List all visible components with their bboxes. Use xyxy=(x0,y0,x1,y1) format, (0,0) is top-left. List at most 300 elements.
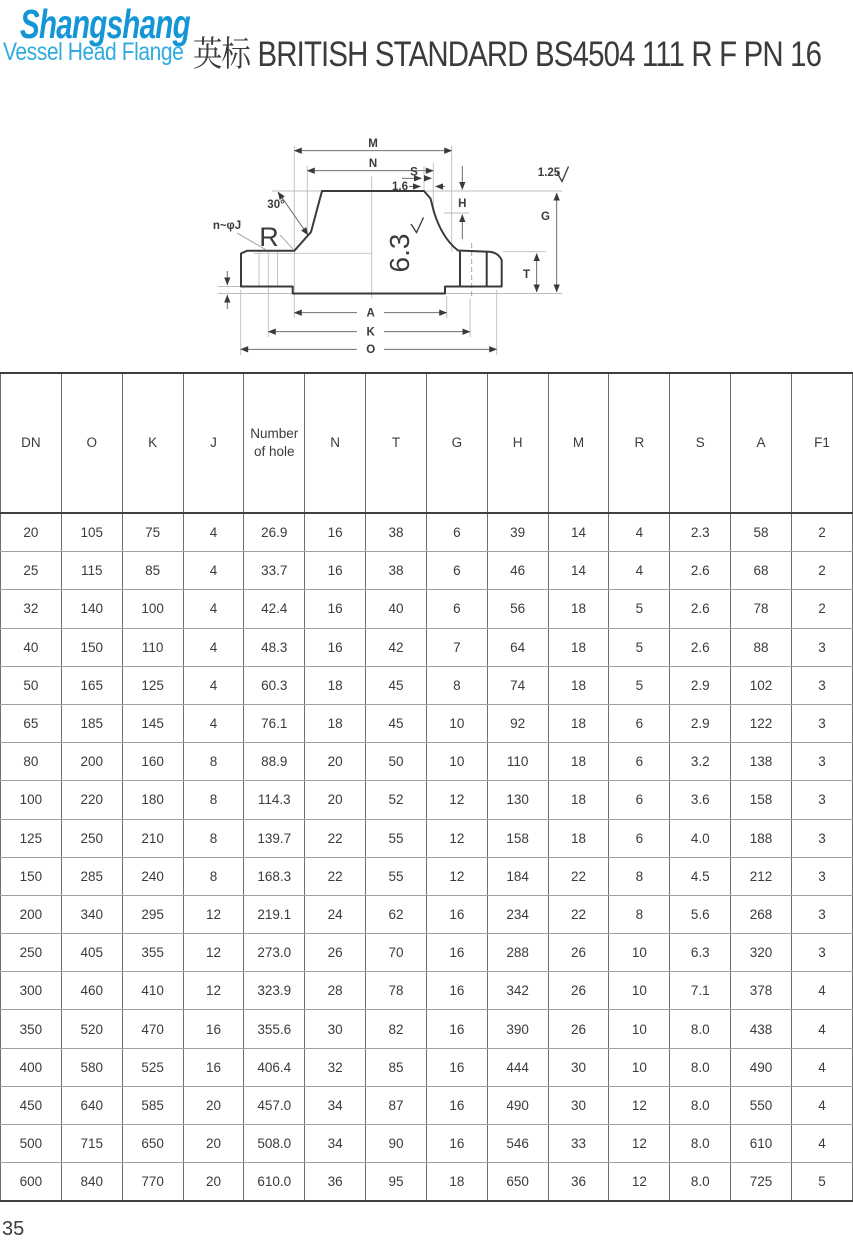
spec-table-head xyxy=(1,373,853,513)
table-cell: 12 xyxy=(426,857,487,895)
table-cell: 12 xyxy=(609,1125,670,1163)
table-cell: 6 xyxy=(609,781,670,819)
table-cell: 457.0 xyxy=(244,1086,305,1124)
table-cell: 725 xyxy=(731,1163,792,1202)
table-cell: 68 xyxy=(731,552,792,590)
table-cell: 25 xyxy=(1,552,62,590)
table-cell: 33.7 xyxy=(244,552,305,590)
table-row xyxy=(1,704,853,742)
table-cell: 45 xyxy=(366,666,427,704)
table-cell: 490 xyxy=(731,1048,792,1086)
column-header: A xyxy=(731,373,792,513)
table-cell: 8 xyxy=(183,781,244,819)
table-cell: 74 xyxy=(487,666,548,704)
table-cell: 16 xyxy=(426,1086,487,1124)
table-cell: 22 xyxy=(548,857,609,895)
table-cell: 12 xyxy=(426,819,487,857)
table-cell: 184 xyxy=(487,857,548,895)
table-row xyxy=(1,628,853,666)
table-row xyxy=(1,1086,853,1124)
dim-label-1-25: 1.25 xyxy=(537,167,561,179)
table-cell: 62 xyxy=(366,895,427,933)
table-cell: 18 xyxy=(548,628,609,666)
spec-table xyxy=(0,372,853,1202)
table-cell: 8.0 xyxy=(670,1125,731,1163)
table-cell: 20 xyxy=(183,1086,244,1124)
table-cell: 64 xyxy=(487,628,548,666)
table-cell: 610 xyxy=(731,1125,792,1163)
table-row xyxy=(1,1163,853,1202)
table-cell: 285 xyxy=(61,857,122,895)
table-cell: 3.6 xyxy=(670,781,731,819)
table-cell: 60.3 xyxy=(244,666,305,704)
table-cell: 650 xyxy=(487,1163,548,1202)
table-cell: 88.9 xyxy=(244,743,305,781)
table-cell: 42 xyxy=(366,628,427,666)
table-cell: 4.0 xyxy=(670,819,731,857)
table-cell: 18 xyxy=(548,704,609,742)
spec-table-body xyxy=(1,513,853,1201)
table-cell: 130 xyxy=(487,781,548,819)
table-cell: 36 xyxy=(548,1163,609,1202)
table-cell: 10 xyxy=(426,743,487,781)
table-cell: 340 xyxy=(61,895,122,933)
table-cell: 95 xyxy=(366,1163,427,1202)
table-cell: 18 xyxy=(548,819,609,857)
table-cell: 12 xyxy=(609,1086,670,1124)
table-cell: 4 xyxy=(791,972,852,1010)
table-cell: 20 xyxy=(183,1125,244,1163)
dim-label-6-3: 6.3 xyxy=(384,233,415,273)
table-cell: 640 xyxy=(61,1086,122,1124)
table-cell: 16 xyxy=(305,552,366,590)
table-cell: 70 xyxy=(366,934,427,972)
table-cell: 188 xyxy=(731,819,792,857)
table-cell: 16 xyxy=(426,934,487,972)
table-cell: 16 xyxy=(426,895,487,933)
table-cell: 323.9 xyxy=(244,972,305,1010)
table-row xyxy=(1,666,853,704)
table-cell: 490 xyxy=(487,1086,548,1124)
table-cell: 36 xyxy=(305,1163,366,1202)
table-cell: 26 xyxy=(548,934,609,972)
table-cell: 122 xyxy=(731,704,792,742)
table-cell: 102 xyxy=(731,666,792,704)
table-row xyxy=(1,1048,853,1086)
table-row xyxy=(1,552,853,590)
table-row xyxy=(1,513,853,552)
table-cell: 342 xyxy=(487,972,548,1010)
table-cell: 80 xyxy=(1,743,62,781)
table-cell: 18 xyxy=(305,666,366,704)
table-cell: 220 xyxy=(61,781,122,819)
table-cell: 55 xyxy=(366,857,427,895)
table-cell: 145 xyxy=(122,704,183,742)
table-row xyxy=(1,590,853,628)
table-cell: 38 xyxy=(366,552,427,590)
table-cell: 2.9 xyxy=(670,666,731,704)
table-cell: 140 xyxy=(61,590,122,628)
table-cell: 110 xyxy=(487,743,548,781)
table-cell: 460 xyxy=(61,972,122,1010)
table-cell: 610.0 xyxy=(244,1163,305,1202)
table-cell: 26.9 xyxy=(244,513,305,552)
table-cell: 5 xyxy=(609,628,670,666)
column-header: H xyxy=(487,373,548,513)
dim-label-m: M xyxy=(368,138,378,150)
table-row xyxy=(1,895,853,933)
table-cell: 8.0 xyxy=(670,1048,731,1086)
table-cell: 6 xyxy=(426,513,487,552)
table-cell: 78 xyxy=(731,590,792,628)
table-cell: 45 xyxy=(366,704,427,742)
table-cell: 20 xyxy=(305,781,366,819)
dim-label-angle: 30° xyxy=(267,199,285,211)
table-cell: 4 xyxy=(183,704,244,742)
table-cell: 8.0 xyxy=(670,1086,731,1124)
table-cell: 22 xyxy=(305,857,366,895)
dim-label-k: K xyxy=(366,326,375,339)
table-cell: 378 xyxy=(731,972,792,1010)
table-cell: 26 xyxy=(548,1010,609,1048)
table-cell: 78 xyxy=(366,972,427,1010)
column-header: F1 xyxy=(791,373,852,513)
table-cell: 410 xyxy=(122,972,183,1010)
table-cell: 87 xyxy=(366,1086,427,1124)
dim-label-1-6: 1.6 xyxy=(392,181,408,193)
table-cell: 3 xyxy=(791,781,852,819)
table-cell: 4 xyxy=(183,666,244,704)
dim-label-n: N xyxy=(368,158,378,170)
table-cell: 234 xyxy=(487,895,548,933)
table-cell: 2 xyxy=(791,513,852,552)
table-cell: 165 xyxy=(61,666,122,704)
table-cell: 3 xyxy=(791,934,852,972)
table-cell: 33 xyxy=(548,1125,609,1163)
table-cell: 300 xyxy=(1,972,62,1010)
table-cell: 76.1 xyxy=(244,704,305,742)
table-row xyxy=(1,857,853,895)
table-cell: 600 xyxy=(1,1163,62,1202)
table-cell: 4 xyxy=(791,1010,852,1048)
table-cell: 12 xyxy=(609,1163,670,1202)
table-cell: 16 xyxy=(426,1048,487,1086)
column-header: T xyxy=(366,373,427,513)
table-cell: 12 xyxy=(426,781,487,819)
table-cell: 65 xyxy=(1,704,62,742)
table-cell: 20 xyxy=(305,743,366,781)
table-cell: 158 xyxy=(487,819,548,857)
table-cell: 12 xyxy=(183,972,244,1010)
table-cell: 114.3 xyxy=(244,781,305,819)
table-cell: 520 xyxy=(61,1010,122,1048)
table-cell: 3 xyxy=(791,857,852,895)
table-row xyxy=(1,1010,853,1048)
table-cell: 4 xyxy=(791,1048,852,1086)
table-cell: 22 xyxy=(548,895,609,933)
table-cell: 30 xyxy=(548,1048,609,1086)
table-cell: 273.0 xyxy=(244,934,305,972)
table-cell: 5 xyxy=(791,1163,852,1202)
table-cell: 8 xyxy=(426,666,487,704)
table-cell: 3.2 xyxy=(670,743,731,781)
table-cell: 2.9 xyxy=(670,704,731,742)
table-cell: 32 xyxy=(1,590,62,628)
table-cell: 39 xyxy=(487,513,548,552)
table-cell: 4.5 xyxy=(670,857,731,895)
table-cell: 34 xyxy=(305,1086,366,1124)
table-cell: 24 xyxy=(305,895,366,933)
table-cell: 268 xyxy=(731,895,792,933)
table-cell: 2.6 xyxy=(670,590,731,628)
table-cell: 390 xyxy=(487,1010,548,1048)
table-cell: 8 xyxy=(183,857,244,895)
table-cell: 840 xyxy=(61,1163,122,1202)
table-cell: 26 xyxy=(548,972,609,1010)
brand-tagline: Vessel Head Flange xyxy=(3,38,184,66)
roughness-check-icon xyxy=(411,218,424,233)
table-cell: 4 xyxy=(183,513,244,552)
table-cell: 88 xyxy=(731,628,792,666)
table-cell: 200 xyxy=(1,895,62,933)
table-row xyxy=(1,743,853,781)
table-cell: 185 xyxy=(61,704,122,742)
table-cell: 14 xyxy=(548,513,609,552)
table-cell: 355 xyxy=(122,934,183,972)
table-cell: 438 xyxy=(731,1010,792,1048)
table-cell: 85 xyxy=(366,1048,427,1086)
table-cell: 16 xyxy=(305,590,366,628)
table-row xyxy=(1,781,853,819)
table-cell: 150 xyxy=(61,628,122,666)
table-cell: 160 xyxy=(122,743,183,781)
table-cell: 38 xyxy=(366,513,427,552)
table-cell: 12 xyxy=(183,934,244,972)
table-cell: 40 xyxy=(1,628,62,666)
table-cell: 250 xyxy=(61,819,122,857)
table-cell: 2.6 xyxy=(670,552,731,590)
table-cell: 22 xyxy=(305,819,366,857)
table-cell: 40 xyxy=(366,590,427,628)
table-cell: 12 xyxy=(183,895,244,933)
table-cell: 50 xyxy=(1,666,62,704)
table-cell: 32 xyxy=(305,1048,366,1086)
table-cell: 295 xyxy=(122,895,183,933)
table-cell: 18 xyxy=(305,704,366,742)
table-cell: 6 xyxy=(609,704,670,742)
flange-drawing xyxy=(0,0,853,380)
table-cell: 219.1 xyxy=(244,895,305,933)
table-cell: 770 xyxy=(122,1163,183,1202)
table-cell: 30 xyxy=(548,1086,609,1124)
table-cell: 92 xyxy=(487,704,548,742)
table-cell: 212 xyxy=(731,857,792,895)
table-cell: 550 xyxy=(731,1086,792,1124)
table-cell: 16 xyxy=(305,628,366,666)
table-cell: 3 xyxy=(791,666,852,704)
table-cell: 8 xyxy=(609,895,670,933)
table-cell: 16 xyxy=(426,1010,487,1048)
table-cell: 2.3 xyxy=(670,513,731,552)
table-cell: 350 xyxy=(1,1010,62,1048)
table-cell: 4 xyxy=(791,1125,852,1163)
header-row xyxy=(1,373,853,513)
column-header: M xyxy=(548,373,609,513)
table-cell: 5.6 xyxy=(670,895,731,933)
table-cell: 34 xyxy=(305,1125,366,1163)
column-header: J xyxy=(183,373,244,513)
dim-label-s: S xyxy=(410,166,418,179)
dim-label-t: T xyxy=(522,269,530,281)
table-cell: 525 xyxy=(122,1048,183,1086)
table-cell: 8.0 xyxy=(670,1163,731,1202)
column-header: K xyxy=(122,373,183,513)
table-cell: 400 xyxy=(1,1048,62,1086)
table-row xyxy=(1,819,853,857)
table-cell: 3 xyxy=(791,743,852,781)
table-cell: 4 xyxy=(609,552,670,590)
table-cell: 500 xyxy=(1,1125,62,1163)
table-cell: 5 xyxy=(609,666,670,704)
table-cell: 56 xyxy=(487,590,548,628)
table-cell: 7 xyxy=(426,628,487,666)
table-cell: 2 xyxy=(791,590,852,628)
table-cell: 355.6 xyxy=(244,1010,305,1048)
table-cell: 3 xyxy=(791,819,852,857)
table-cell: 138 xyxy=(731,743,792,781)
table-cell: 250 xyxy=(1,934,62,972)
table-cell: 16 xyxy=(183,1010,244,1048)
table-row xyxy=(1,934,853,972)
table-cell: 18 xyxy=(548,743,609,781)
table-cell: 288 xyxy=(487,934,548,972)
table-cell: 90 xyxy=(366,1125,427,1163)
table-cell: 585 xyxy=(122,1086,183,1124)
column-header: O xyxy=(61,373,122,513)
page-number: 35 xyxy=(2,1218,25,1240)
table-cell: 320 xyxy=(731,934,792,972)
table-cell: 18 xyxy=(426,1163,487,1202)
table-cell: 48.3 xyxy=(244,628,305,666)
table-cell: 158 xyxy=(731,781,792,819)
table-cell: 4 xyxy=(183,590,244,628)
table-cell: 52 xyxy=(366,781,427,819)
table-cell: 10 xyxy=(609,1048,670,1086)
table-row xyxy=(1,1125,853,1163)
table-cell: 6.3 xyxy=(670,934,731,972)
table-cell: 18 xyxy=(548,590,609,628)
table-cell: 100 xyxy=(122,590,183,628)
column-header: DN xyxy=(1,373,62,513)
table-cell: 28 xyxy=(305,972,366,1010)
table-cell: 115 xyxy=(61,552,122,590)
table-cell: 2.6 xyxy=(670,628,731,666)
table-cell: 715 xyxy=(61,1125,122,1163)
table-cell: 16 xyxy=(426,972,487,1010)
table-cell: 6 xyxy=(426,590,487,628)
table-cell: 10 xyxy=(609,972,670,1010)
table-cell: 2 xyxy=(791,552,852,590)
column-header: G xyxy=(426,373,487,513)
table-cell: 50 xyxy=(366,743,427,781)
table-cell: 82 xyxy=(366,1010,427,1048)
table-cell: 4 xyxy=(183,552,244,590)
column-header: R xyxy=(609,373,670,513)
table-cell: 16 xyxy=(426,1125,487,1163)
table-cell: 10 xyxy=(426,704,487,742)
table-cell: 4 xyxy=(609,513,670,552)
table-cell: 6 xyxy=(609,819,670,857)
table-row xyxy=(1,972,853,1010)
table-cell: 75 xyxy=(122,513,183,552)
table-cell: 650 xyxy=(122,1125,183,1163)
dim-label-bolt-holes: n~φJ xyxy=(212,220,242,232)
table-cell: 200 xyxy=(61,743,122,781)
dim-label-h: H xyxy=(458,198,467,210)
table-cell: 210 xyxy=(122,819,183,857)
table-cell: 580 xyxy=(61,1048,122,1086)
table-cell: 4 xyxy=(791,1086,852,1124)
table-cell: 18 xyxy=(548,666,609,704)
table-cell: 125 xyxy=(122,666,183,704)
table-cell: 8 xyxy=(609,857,670,895)
table-cell: 6 xyxy=(609,743,670,781)
table-cell: 18 xyxy=(548,781,609,819)
table-cell: 406.4 xyxy=(244,1048,305,1086)
column-header: N xyxy=(305,373,366,513)
table-cell: 508.0 xyxy=(244,1125,305,1163)
table-cell: 110 xyxy=(122,628,183,666)
table-cell: 139.7 xyxy=(244,819,305,857)
page-title: 英标 BRITISH STANDARD BS4504 111 R F PN 16 xyxy=(193,35,822,74)
table-cell: 8 xyxy=(183,819,244,857)
table-cell: 14 xyxy=(548,552,609,590)
table-cell: 6 xyxy=(426,552,487,590)
table-cell: 85 xyxy=(122,552,183,590)
table-cell: 10 xyxy=(609,934,670,972)
table-cell: 16 xyxy=(183,1048,244,1086)
brand-logo: Shangshang xyxy=(20,1,190,47)
table-cell: 7.1 xyxy=(670,972,731,1010)
table-cell: 26 xyxy=(305,934,366,972)
table-cell: 10 xyxy=(609,1010,670,1048)
table-cell: 546 xyxy=(487,1125,548,1163)
table-cell: 105 xyxy=(61,513,122,552)
table-cell: 42.4 xyxy=(244,590,305,628)
table-cell: 20 xyxy=(183,1163,244,1202)
table-cell: 150 xyxy=(1,857,62,895)
dim-label-a: A xyxy=(366,307,375,320)
column-header: Number of hole xyxy=(244,373,305,513)
table-cell: 55 xyxy=(366,819,427,857)
table-cell: 240 xyxy=(122,857,183,895)
table-cell: 58 xyxy=(731,513,792,552)
table-cell: 4 xyxy=(183,628,244,666)
dim-label-g: G xyxy=(541,211,550,223)
table-cell: 125 xyxy=(1,819,62,857)
table-cell: 3 xyxy=(791,895,852,933)
table-cell: 46 xyxy=(487,552,548,590)
table-cell: 470 xyxy=(122,1010,183,1048)
table-cell: 16 xyxy=(305,513,366,552)
table-cell: 20 xyxy=(1,513,62,552)
table-cell: 444 xyxy=(487,1048,548,1086)
table-cell: 450 xyxy=(1,1086,62,1124)
dim-label-fillet-r: R xyxy=(259,222,279,252)
table-cell: 8 xyxy=(183,743,244,781)
table-cell: 3 xyxy=(791,704,852,742)
table-cell: 3 xyxy=(791,628,852,666)
